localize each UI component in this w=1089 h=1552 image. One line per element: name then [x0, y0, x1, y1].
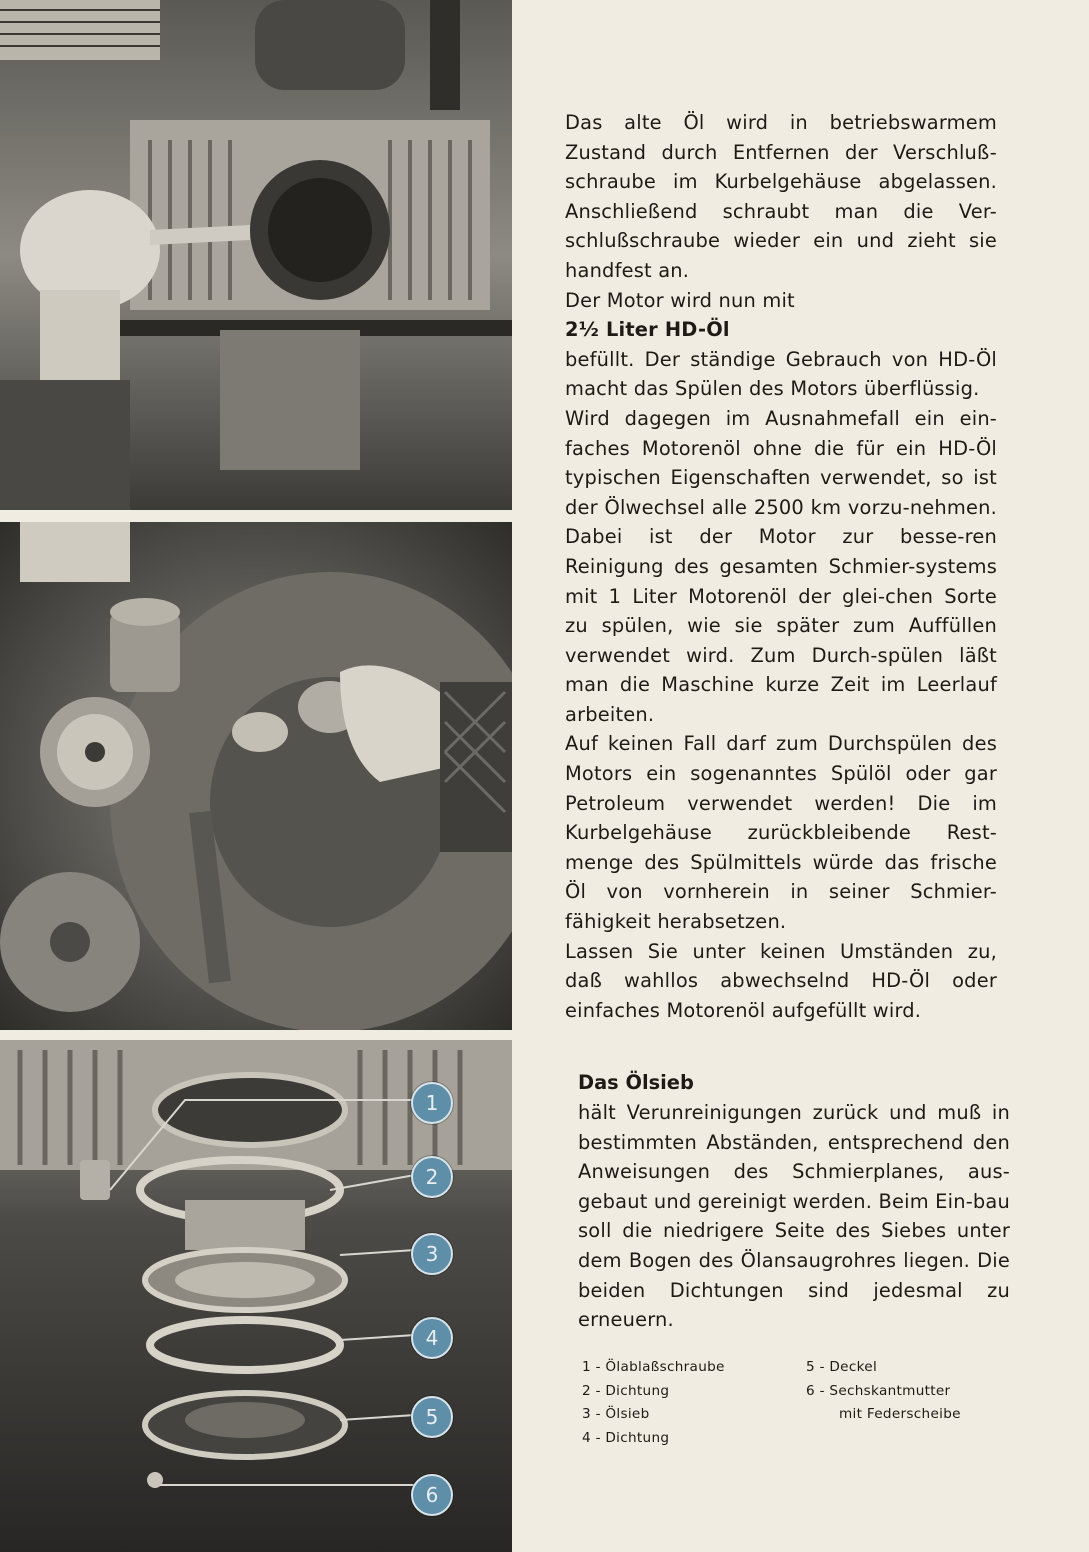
main-text [565, 108, 997, 1025]
warning-paragraph: Auf keinen Fall darf zum Durchspülen des Motors ein sogenanntes Spülöl oder gar Petroleum verwendet werden! Die im Kurbelgehäuse zurückbleibende Rest-menge des Spülmittels würde das frische Öl von vornherein in seiner Schmier-fähigkeit herabsetzen. [565, 732, 997, 934]
intro-paragraph: Das alte Öl wird in betriebswarmem Zustand durch Entfernen der Verschluß-schraube im Kurbelgehäuse abgelassen. Anschließend schraubt man die Ver-schlußschraube wieder ein und zieht sie handfest an. [565, 111, 997, 282]
marker-2: 2 [411, 1156, 453, 1198]
legend-item: 4 - Dichtung [582, 1429, 670, 1446]
marker-4: 4 [411, 1317, 453, 1359]
legend-item: 1 - Ölablaßschraube [582, 1359, 725, 1375]
marker-3: 3 [411, 1233, 453, 1275]
legend-column-2 [806, 1356, 961, 1427]
motor-fill-line: Der Motor wird nun mit [565, 288, 795, 312]
oil-amount-whole: 2 [565, 318, 579, 342]
mixing-paragraph: Lassen Sie unter keinen Umständen zu, daß wahllos abwechselnd HD-Öl oder einfaches Motorenöl aufgefüllt wird. [565, 939, 997, 1022]
legend-item: 6 - Sechskantmutter [806, 1382, 951, 1399]
marker-6: 6 [411, 1474, 453, 1516]
legend-item: 5 - Deckel [806, 1359, 878, 1375]
exception-paragraph: Wird dagegen im Ausnahmefall ein ein-faches Motorenöl ohne die für ein HD-Öl typischen Eigenschaften verwendet, so ist der Ölwechsel alle 2500 km vorzu-nehmen. Dabei ist der Motor zur besse-ren Reinigung des gesamten Schmier-systems mit 1 Liter Motorenöl der glei-chen Sorte zu spülen, wie sie später zum Auffüllen verwendet wird. Zum Durch-spülen läßt man die Maschine kurze Zeit im Leerlauf arbeiten. [565, 406, 997, 726]
legend-item-continuation: mit Federscheibe [839, 1406, 961, 1423]
marker-1: 1 [411, 1082, 453, 1124]
oil-amount-line [565, 315, 997, 345]
photo-oil-filler [0, 522, 512, 1030]
hd-oil-paragraph: befüllt. Der ständige Gebrauch von HD-Öl macht das Spülen des Motors überflüssig. [565, 347, 997, 401]
oil-strainer-title: Das Ölsieb [578, 1071, 694, 1094]
oil-strainer-body: hält Verunreinigungen zurück und muß in bestimmten Abständen, entsprechend den Anweisungen des Schmierplanes, aus-gebaut und gereinigt werden. Beim Ein-bau soll die niedrigere Seite des Siebes unter dem Bogen des Ölansaugrohres liegen. Die beiden Dichtungen sind jedesmal zu erneuern. [578, 1101, 1010, 1332]
oil-amount-label: Liter HD-Öl [605, 318, 730, 342]
photo-drain-plug [0, 0, 512, 510]
legend-column-1 [582, 1356, 725, 1450]
marker-5: 5 [411, 1396, 453, 1438]
legend-item: 3 - Ölsieb [582, 1406, 650, 1423]
oil-amount-fraction: ½ [578, 318, 599, 342]
legend-item: 2 - Dichtung [582, 1382, 670, 1399]
